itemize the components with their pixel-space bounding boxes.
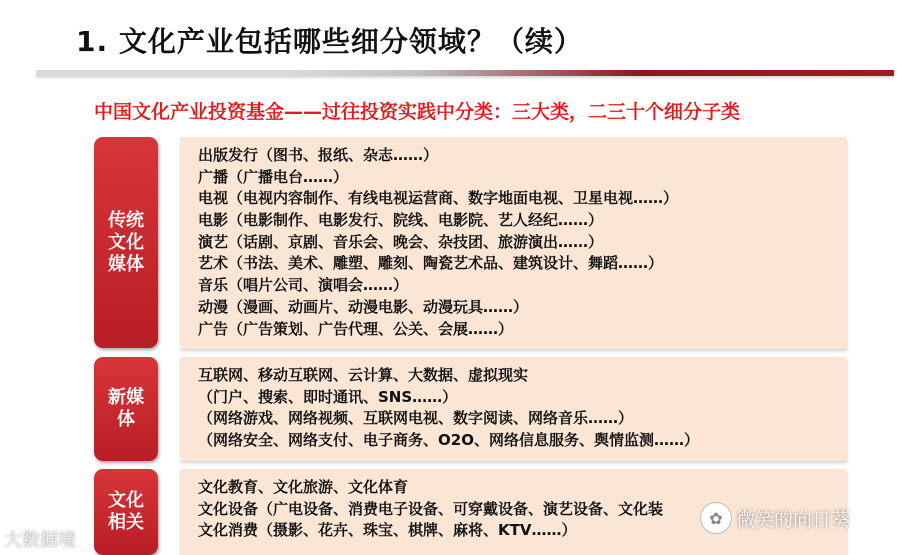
category-label: 传统文化媒体 — [108, 209, 144, 275]
list-item: 艺术（书法、美术、雕塑、雕刻、陶瓷艺术品、建筑设计、舞蹈……） — [198, 254, 664, 273]
watermark-right — [700, 502, 850, 534]
list-item: （网络安全、网络支付、电子商务、O2O、网络信息服务、舆情监测……） — [198, 431, 699, 450]
category-traditional-media — [94, 137, 158, 348]
list-item: 广播（广播电台……） — [198, 167, 349, 186]
category-culture-related — [94, 469, 158, 555]
list-item: 电视（电视内容制作、有线电视运营商、数字地面电视、卫星电视……） — [198, 189, 679, 208]
list-item: 文化教育、文化旅游、文化体育 — [198, 478, 409, 496]
wechat-icon: ✿ — [700, 502, 732, 534]
subtitle: 中国文化产业投资基金——过往投资实践中分类：三大类，二三十个细分子类 — [94, 101, 741, 123]
list-item: （网络游戏、网络视频、互联网电视、数字阅读、网络音乐……） — [198, 409, 634, 428]
list-item: 互联网、移动互联网、云计算、大数据、虚拟现实 — [198, 366, 529, 384]
category-label: 新媒体 — [108, 387, 144, 430]
list-item: 广告（广告策划、广告代理、公关、会展……） — [198, 319, 514, 338]
watermark-left: 大数据境 — [4, 530, 76, 551]
list-item: 动漫（漫画、动画片、动漫电影、动漫玩具……） — [198, 297, 529, 316]
category-label: 文化相关 — [108, 490, 144, 533]
panel-traditional-media — [180, 137, 846, 349]
page-title: 1. 文化产业包括哪些细分领域？（续） — [76, 25, 583, 58]
list-item: 文化设备（广电设备、消费电子设备、可穿戴设备、演艺设备、文化装 — [198, 499, 664, 518]
watermark-right-text: 微笑的向日葵 — [736, 508, 851, 531]
title-divider — [36, 70, 894, 76]
list-item: （门户、搜索、即时通讯、SNS……） — [198, 387, 458, 406]
panel-new-media — [180, 357, 846, 461]
list-item: 音乐（唱片公司、演唱会……） — [198, 276, 409, 295]
list-item: 演艺（话剧、京剧、音乐会、晚会、杂技团、旅游演出……） — [198, 232, 604, 251]
list-item: 出版发行（图书、报纸、杂志……） — [198, 146, 439, 164]
list-item: 文化消费（摄影、花卉、珠宝、棋牌、麻将、KTV……） — [198, 521, 577, 540]
category-new-media — [94, 357, 158, 461]
list-item: 电影（电影制作、电影发行、院线、电影院、艺人经纪……） — [198, 211, 604, 230]
